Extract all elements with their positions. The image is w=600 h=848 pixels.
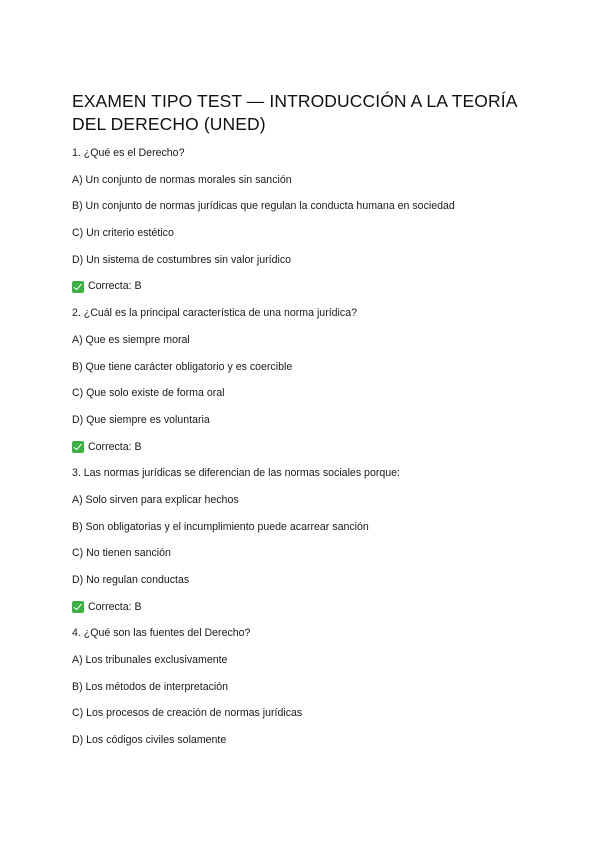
option-a: A) Un conjunto de normas morales sin sanción [72,173,292,186]
correct-answer [72,441,542,454]
option-c: C) No tienen sanción [72,547,171,560]
correct-answer [72,601,542,614]
question-block [72,467,542,613]
document-title: EXAMEN TIPO TEST — INTRODUCCIÓN A LA TEORÍA DEL DERECHO (UNED) [72,91,517,134]
correct-answer-text: Correcta: B [88,280,142,293]
option-c: C) Que solo existe de forma oral [72,387,225,400]
option-b: B) Son obligatorias y el incumplimiento puede acarrear sanción [72,520,369,533]
option-c: C) Un criterio estético [72,227,174,240]
option-d: D) No regulan conductas [72,574,190,586]
question-text: 1. ¿Qué es el Derecho? [72,147,185,159]
option-d: D) Un sistema de costumbres sin valor jurídico [72,253,292,266]
option-a: A) Los tribunales exclusivamente [72,654,228,667]
option-d: D) Que siempre es voluntaria [72,413,210,426]
option-c: C) Los procesos de creación de normas jurídicas [72,707,303,720]
correct-answer [72,280,542,293]
question-block [72,147,542,293]
check-mark-icon [72,601,84,613]
option-a: A) Que es siempre moral [72,333,190,346]
check-mark-icon [72,441,84,453]
question-text: 3. Las normas jurídicas se diferencian de las normas sociales porque: [72,467,400,480]
option-d: D) Los códigos civiles solamente [72,734,227,747]
option-b: B) Que tiene carácter obligatorio y es coercible [72,360,293,373]
option-b: B) Un conjunto de normas jurídicas que regulan la conducta humana en sociedad [72,200,455,213]
document-page [72,90,542,761]
check-mark-icon [72,281,84,293]
question-block [72,307,542,453]
question-text: 2. ¿Cuál es la principal característica de una norma jurídica? [72,307,357,320]
question-text: 4. ¿Qué son las fuentes del Derecho? [72,627,251,640]
option-a: A) Solo sirven para explicar hechos [72,493,239,506]
correct-answer-text: Correcta: B [88,600,142,613]
question-block [72,627,542,747]
option-b: B) Los métodos de interpretación [72,680,229,693]
correct-answer-text: Correcta: B [88,440,142,453]
